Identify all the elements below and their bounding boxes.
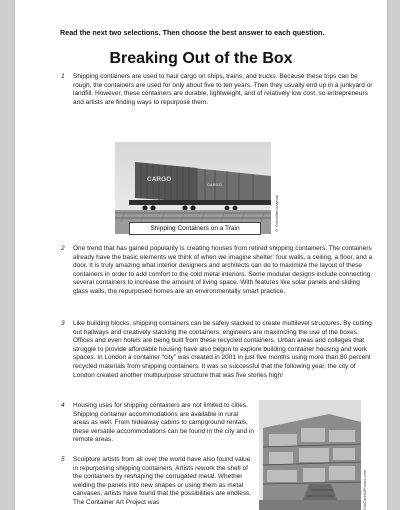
photo-caption: Shipping Containers on a Train: [129, 222, 261, 235]
photo-credit: Dlr/Corbis/Photos.com: [362, 469, 367, 510]
container-label-1: CARGO: [147, 176, 172, 183]
paragraph-2: [61, 245, 373, 297]
photo-credit: © iStock/tim.kalynuk: [274, 194, 279, 233]
paragraph-text: One trend that has gained popularity is creating houses from retired shipping containers. The containers already have the basic elements we think of when we imagine shelter: four walls, a ceiling, a floor, and a door. It is truly amazing what interior designers and architects can do to maximize the layout of these containers in order to add comfort to the cold metal interiors. Some modular designs include connecting several containers to increase the amount of living space. With features like solar panels and sliding glass walls, the repurposed homes are an environmentally smart practice.: [73, 245, 373, 295]
article-title: Breaking Out of the Box: [109, 50, 293, 67]
paragraph-number: 2: [61, 245, 65, 252]
worksheet-page: [14, 0, 388, 510]
paragraph-text: Sculpture artists from all over the world have also found value in repurposing shipping containers. Artists rework the shell of the containers by reshaping the corrugated metal. Whether welding the panels into new shapes or using them as metal canvases, artists have found that the possibilities are endless. The Container Art Project was: [73, 456, 252, 506]
paragraph-4: [61, 402, 255, 445]
train-containers-photo: [115, 142, 271, 234]
paragraph-text: Like building blocks, shipping containers can be safely stacked to create multilevel structures. By cutting out hallways and creatively stacking the containers, engineers are maximizing the use of the boxes. Offices and even hotels are being built from these recycled containers. Urban areas and colleges that struggle to provide affordable housing have also begun to explore building container housing and work spaces. In London a container “city” was created in 2001 in just five months using more than 80 percent recycled materials from shipping containers. It was so successful that the following year, the city of London created another multipurpose structure that was five stories high!: [73, 320, 372, 379]
container-building-photo: [259, 400, 361, 510]
paragraph-5: [61, 456, 255, 508]
paragraph-number: 4: [61, 402, 65, 409]
paragraph-3: [61, 320, 373, 380]
paragraph-number: 1: [61, 73, 65, 80]
paragraph-1: [61, 73, 373, 107]
paragraph-text: Shipping containers are used to haul cargo on ships, trains, and trucks. Because these trips can be rough, the containers are used for only about five to ten years. Then they usually end up in a junkyard or landfill. However, these containers are durable, lightweight, and of relatively low cost, so entrepreneurs and artists are finding ways to repurpose them.: [73, 73, 373, 106]
paragraph-number: 5: [61, 456, 65, 463]
paragraph-number: 3: [61, 320, 65, 327]
instructions: Read the next two selections. Then choose the best answer to each question.: [60, 28, 325, 37]
paragraph-text: Housing uses for shipping containers are not limited to cities. Shipping container accommodations are available in rural areas as well. From hideaway cabins to campground rentals, these versatile accommodations can be found in the city and in remote areas.: [73, 402, 255, 444]
container-label-2: CARGO: [207, 182, 222, 187]
